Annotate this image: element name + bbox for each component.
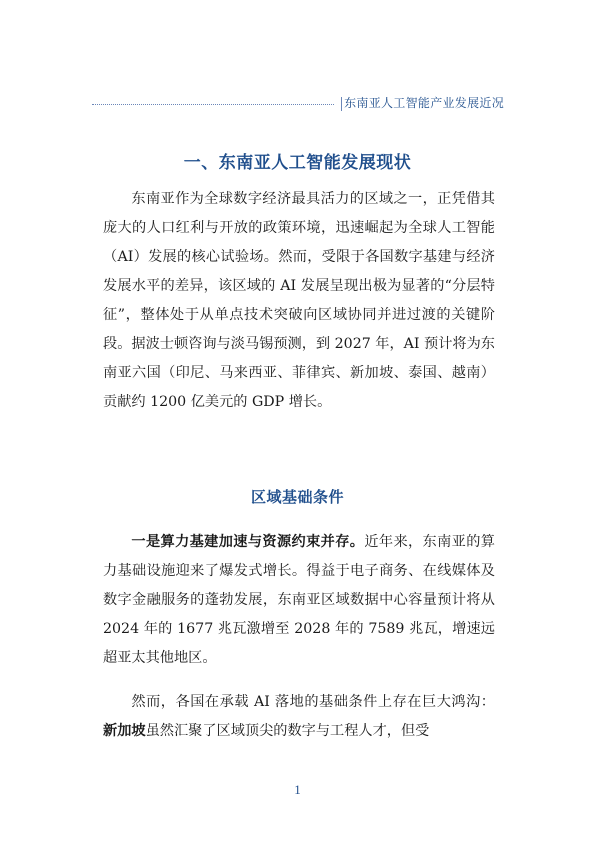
gap-text-after: 虽然汇聚了区域顶尖的数字与工程人才，但受 [145,723,430,739]
compute-lead-sentence: 一是算力基建加速与资源约束并存。 [131,534,365,550]
intro-paragraph: 东南亚作为全球数字经济最具活力的区域之一，正凭借其庞大的人口红利与开放的政策环境，迅速崛起为全球人工智能（AI）发展的核心试验场。然而，受限于各国数字基建与经济发展水平的差异，该区域的 AI 发展呈现出极为显著的“分层特征”，整体处于从单点技术突破向区域协同并进过渡的关键阶段。据波士顿咨询与淡马锡预测，到 2027 年，AI 预计将为东南亚六国（印尼、马来西亚、菲律宾、新加坡、泰国、越南）贡献约 1200 亿美元的 GDP 增长。 [103,191,495,410]
gap-text-before: 然而，各国在承载 AI 落地的基础条件上存在巨大鸿沟： [131,694,495,710]
page-number: 1 [294,782,301,797]
header-dotted-rule [92,104,334,105]
gap-paragraph [103,688,495,746]
singapore-emphasis: 新加坡 [103,723,146,739]
compute-paragraph [103,528,495,673]
running-header [92,92,504,114]
compute-body-text: 近年来，东南亚的算力基础设施迎来了爆发式增长。得益于电子商务、在线媒体及数字金融服务的蓬勃发展，东南亚区域数据中心容量预计将从 2024 年的 1677 兆瓦激增至 2028 年的 7589 兆瓦，增速远超亚太其他地区。 [103,534,495,666]
header-separator [341,97,342,111]
section-heading: 一、东南亚人工智能发展现状 [183,153,412,173]
header-title: 东南亚人工智能产业发展近况 [344,96,504,110]
subsection-heading: 区域基础条件 [250,488,344,506]
